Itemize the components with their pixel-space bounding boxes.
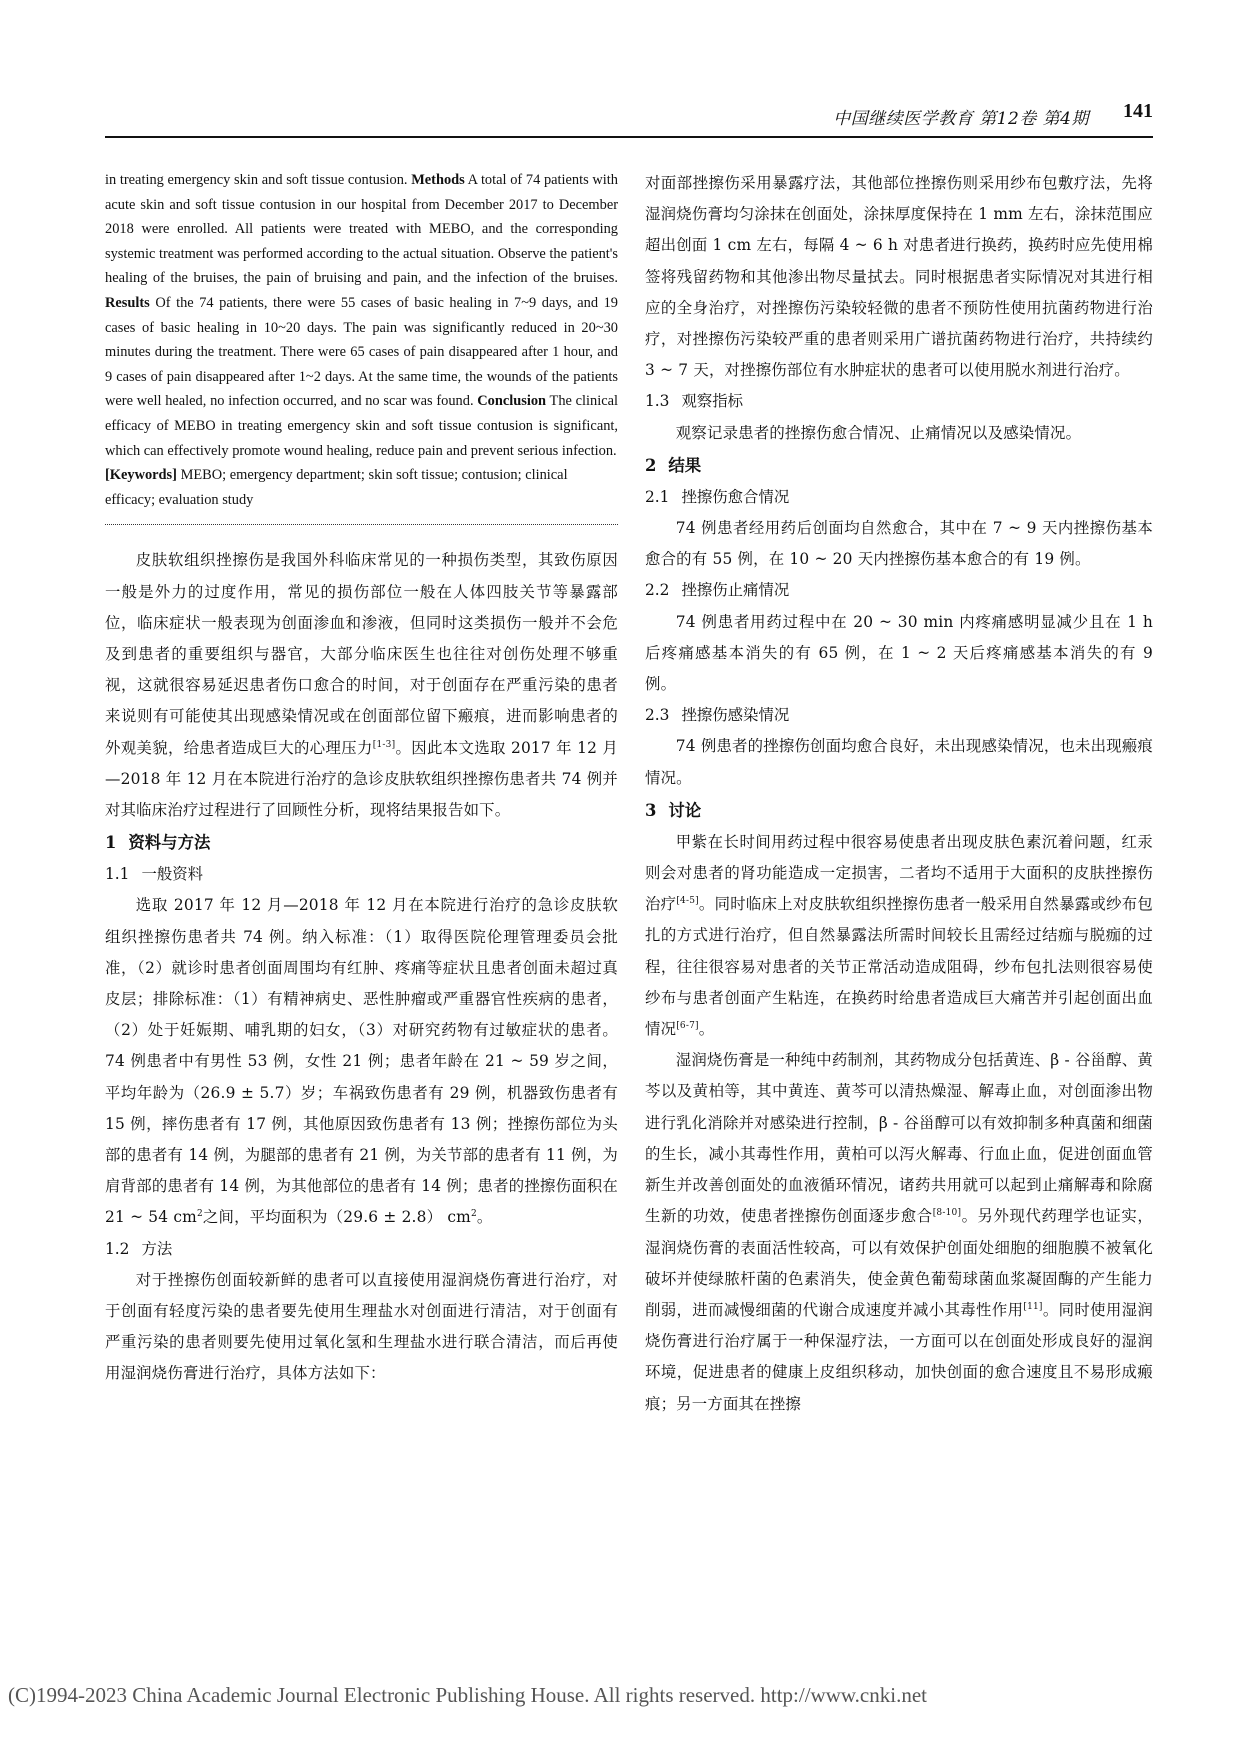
section-number: 2 [645,455,657,475]
intro-paragraph [105,545,618,826]
subsection-number: 1.2 [105,1239,130,1258]
paragraph-text: 。 [698,1020,715,1039]
section-2-3-heading [645,700,1153,731]
results-label: Results [105,294,150,311]
subsection-title: 挫擦伤止痛情况 [681,581,790,600]
subsection-number: 1.3 [645,392,670,411]
section-1-2-heading [105,1234,618,1265]
paragraph-text: 。 [476,1208,493,1227]
section-1-1-heading [105,859,618,890]
section-3-heading [645,794,1153,827]
abstract-divider [105,524,618,525]
abstract-results: Of the 74 patients, there were 55 cases of basic healing in 7~9 days, and 19 cases of basic healing in 10~20 days. The pain was significantly reduced in 20~30 minutes during the treatment. There were 65 cases of pain disappeared after 1 hour, and 9 cases of pain disappeared after 1~2 days. At the same time, the wounds of the patients were well healed, no infection occurred, and no scar was found. [105,294,618,410]
healing-paragraph: 74 例患者经用药后创面均自然愈合，其中在 7 ~ 9 天内挫擦伤基本愈合的有 55 例，在 10 ~ 20 天内挫擦伤基本愈合的有 19 例。 [645,519,1153,569]
methods-label: Methods [411,172,465,188]
subsection-number: 2.2 [645,581,670,600]
observation-paragraph: 观察记录患者的挫擦伤愈合情况、止痛情况以及感染情况。 [675,423,1082,442]
discussion-paragraph-2 [645,1045,1153,1419]
subsection-title: 观察指标 [681,392,744,411]
discussion-paragraph-1 [645,827,1153,1045]
paragraph-text: 甲紫在长时间用药过程中很容易使患者出现皮肤色素沉着问题，红汞则会对患者的肾功能造成一定损害，二者均不适用于大面积的皮肤挫擦伤治疗 [645,832,1153,914]
conclusion-label: Conclusion [477,393,547,410]
subsection-title: 一般资料 [141,865,204,884]
intro-text-b: 。因此本文选取 2017 年 12 月—2018 年 12 月在本院进行治疗的急诊皮肤软组织挫擦伤患者共 74 例并对其临床治疗过程进行了回顾性分析，现将结果报告如下。 [105,738,618,819]
subsection-title: 挫擦伤感染情况 [681,706,790,725]
right-column [645,168,1153,1420]
general-info-paragraph [105,890,618,1233]
journal-name: 中国继续医学教育 第12卷 第4期 [833,109,1089,129]
section-number: 1 [105,833,117,853]
abstract-conclusion: The clinical efficacy of MEBO in treating emergency skin and soft tissue contusion is significant, which can effectively promote wound healing, reduce pain and prevent serious infection. [105,393,618,459]
paragraph-text: 。同时使用湿润烧伤膏进行治疗属于一种保湿疗法，一方面可以在创面处形成良好的湿润环境，促进患者的健康上皮组织移动，加快创面的愈合速度且不易形成瘢痕；另一方面其在挫擦 [645,1300,1153,1413]
page-number: 141 [1123,100,1153,122]
running-header [105,100,1153,138]
section-title: 资料与方法 [128,833,211,853]
copyright-footer: (C)1994-2023 China Academic Journal Electronic Publishing House. All rights reserved. http://www.cnki.net [8,1683,927,1707]
section-1-3-heading [645,386,1153,417]
section-1-heading [105,826,618,859]
superscript: 2 [470,1209,477,1220]
citation: [4-5] [676,896,699,907]
methods-paragraph: 对于挫擦伤创面较新鲜的患者可以直接使用湿润烧伤膏进行治疗，对于创面有轻度污染的患者要先使用生理盐水对创面进行清洁，对于创面有严重污染的患者则要先使用过氧化氢和生理盐水进行联合清洁，而后再使用湿润烧伤膏进行治疗，具体方法如下： [105,1270,618,1383]
paragraph-text: 选取 2017 年 12 月—2018 年 12 月在本院进行治疗的急诊皮肤软组织挫擦伤患者共 74 例。纳入标准：（1）取得医院伦理管理委员会批准，（2）就诊时患者创面周围均有红肿、疼痛等症状且患者创面未超过真皮层；排除标准：（1）有精神病史、恶性肿瘤或严重器官性疾病的患者，（2）处于妊娠期、哺乳期的妇女，（3）对研究药物有过敏症状的患者。74 例患者中有男性 53 例，女性 21 例；患者年龄在 21 ~ 59 岁之间，平均年龄为（26.9 ± 5.7）岁；车祸致伤患者有 29 例，机器致伤患者有 15 例，摔伤患者有 17 例，其他原因致伤患者有 13 例；挫擦伤部位为头部的患者有 14 例，为腿部的患者有 21 例，为关节部的患者有 11 例，为肩背部的患者有 14 例，为其他部位的患者有 14 例；患者的挫擦伤面积在 21 ~ 54 cm [105,896,618,1227]
pain-relief-paragraph: 74 例患者用药过程中在 20 ~ 30 min 内疼痛感明显减少且在 1 h 后疼痛感基本消失的有 65 例，在 1 ~ 2 天后疼痛感基本消失的有 9 例。 [645,612,1153,694]
section-2-2-heading [645,575,1153,606]
subsection-number: 2.1 [645,487,670,506]
subsection-title: 挫擦伤愈合情况 [681,487,790,506]
infection-paragraph: 74 例患者的挫擦伤创面均愈合良好，未出现感染情况，也未出现瘢痕情况。 [645,737,1154,787]
left-column [105,168,618,1390]
section-title: 讨论 [668,800,702,820]
methods-continued-paragraph: 对面部挫擦伤采用暴露疗法，其他部位挫擦伤则采用纱布包敷疗法，先将湿润烧伤膏均匀涂抹在创面处，涂抹厚度保持在 1 mm 左右，涂抹范围应超出创面 1 cm 左右，每隔 4 ~ 6 h 对患者进行换药，换药时应先使用棉签将残留药物和其他渗出物尽量拭去。同时根据患者实际情况对其进行相应的全身治疗，对挫擦伤污染较轻微的患者不预防性使用抗菌药物进行治疗，对挫擦伤污染较严重的患者则采用广谱抗菌药物进行治疗，共持续约 3 ~ 7 天，对挫擦伤部位有水肿症状的患者可以使用脱水剂进行治疗。 [645,174,1153,380]
subsection-title: 方法 [141,1239,173,1258]
citation: [8-10] [932,1208,962,1219]
subsection-number: 2.3 [645,706,670,725]
section-2-1-heading [645,482,1153,513]
paragraph-text: 湿润烧伤膏是一种纯中药制剂，其药物成分包括黄连、β - 谷甾醇、黄芩以及黄柏等，其中黄连、黄芩可以清热燥湿、解毒止血，对创面渗出物进行乳化消除并对感染进行控制，β - 谷甾醇可以有效抑制多种真菌和细菌的生长，减小其毒性作用，黄柏可以泻火解毒、行血止血，促进创面血管新生并改善创面处的血液循环情况，诸药共用就可以起到止痛解毒和除腐生新的功效，使患者挫擦伤创面逐步愈合 [645,1051,1153,1226]
section-number: 3 [645,800,657,820]
section-2-heading [645,449,1153,482]
paragraph-text: 之间，平均面积为（29.6 ± 2.8） cm [202,1208,471,1227]
section-title: 结果 [668,455,702,475]
keywords [105,463,618,512]
superscript: 2 [196,1209,203,1220]
citation: [6-7] [676,1020,699,1031]
english-abstract [105,168,618,463]
keywords-text: MEBO; emergency department; skin soft tissue; contusion; clinical efficacy; evaluation study [105,467,568,508]
citation: [1-3] [372,739,396,750]
subsection-number: 1.1 [105,865,130,884]
keywords-label: [Keywords] [105,467,177,484]
citation: [11] [1023,1301,1043,1312]
abstract-methods: A total of 74 patients with acute skin and soft tissue contusion in our hospital from December 2017 to December 2018 were enrolled. All patients were treated with MEBO, and the corresponding systemic treatment was performed according to the actual situation. Observe the patient's healing of the bruises, the pain of bruising and pain, and the infection of the bruises. [105,172,618,287]
abstract-intro: in treating emergency skin and soft tissue contusion. [105,172,408,188]
intro-text-a: 皮肤软组织挫擦伤是我国外科临床常见的一种损伤类型，其致伤原因一般是外力的过度作用，常见的损伤部位一般在人体四肢关节等暴露部位，临床症状一般表现为创面渗血和渗液，但同时这类损伤一般并不会危及到患者的重要组织与器官，大部分临床医生也往往对创伤处理不够重视，这就很容易延迟患者伤口愈合的时间，对于创面存在严重污染的患者来说则有可能使其出现感染情况或在创面部位留下瘢痕，进而影响患者的外观美貌，给患者造成巨大的心理压力 [105,551,618,757]
paragraph-text: 。另外现代药理学也证实，湿润烧伤膏的表面活性较高，可以有效保护创面处细胞的细胞膜不被氧化破坏并使绿脓杆菌的色素消失，使金黄色葡萄球菌血浆凝固酶的产生能力削弱，进而减慢细菌的代谢合成速度并减小其毒性作用 [645,1207,1153,1319]
paragraph-text: 。同时临床上对皮肤软组织挫擦伤患者一般采用自然暴露或纱布包扎的方式进行治疗，但自然暴露法所需时间较长且需经过结痂与脱痂的过程，往往很容易对患者的关节正常活动造成阻碍，纱布包扎法则很容易使纱布与患者创面产生粘连，在换药时给患者造成巨大痛苦并引起创面出血情况 [645,895,1153,1039]
